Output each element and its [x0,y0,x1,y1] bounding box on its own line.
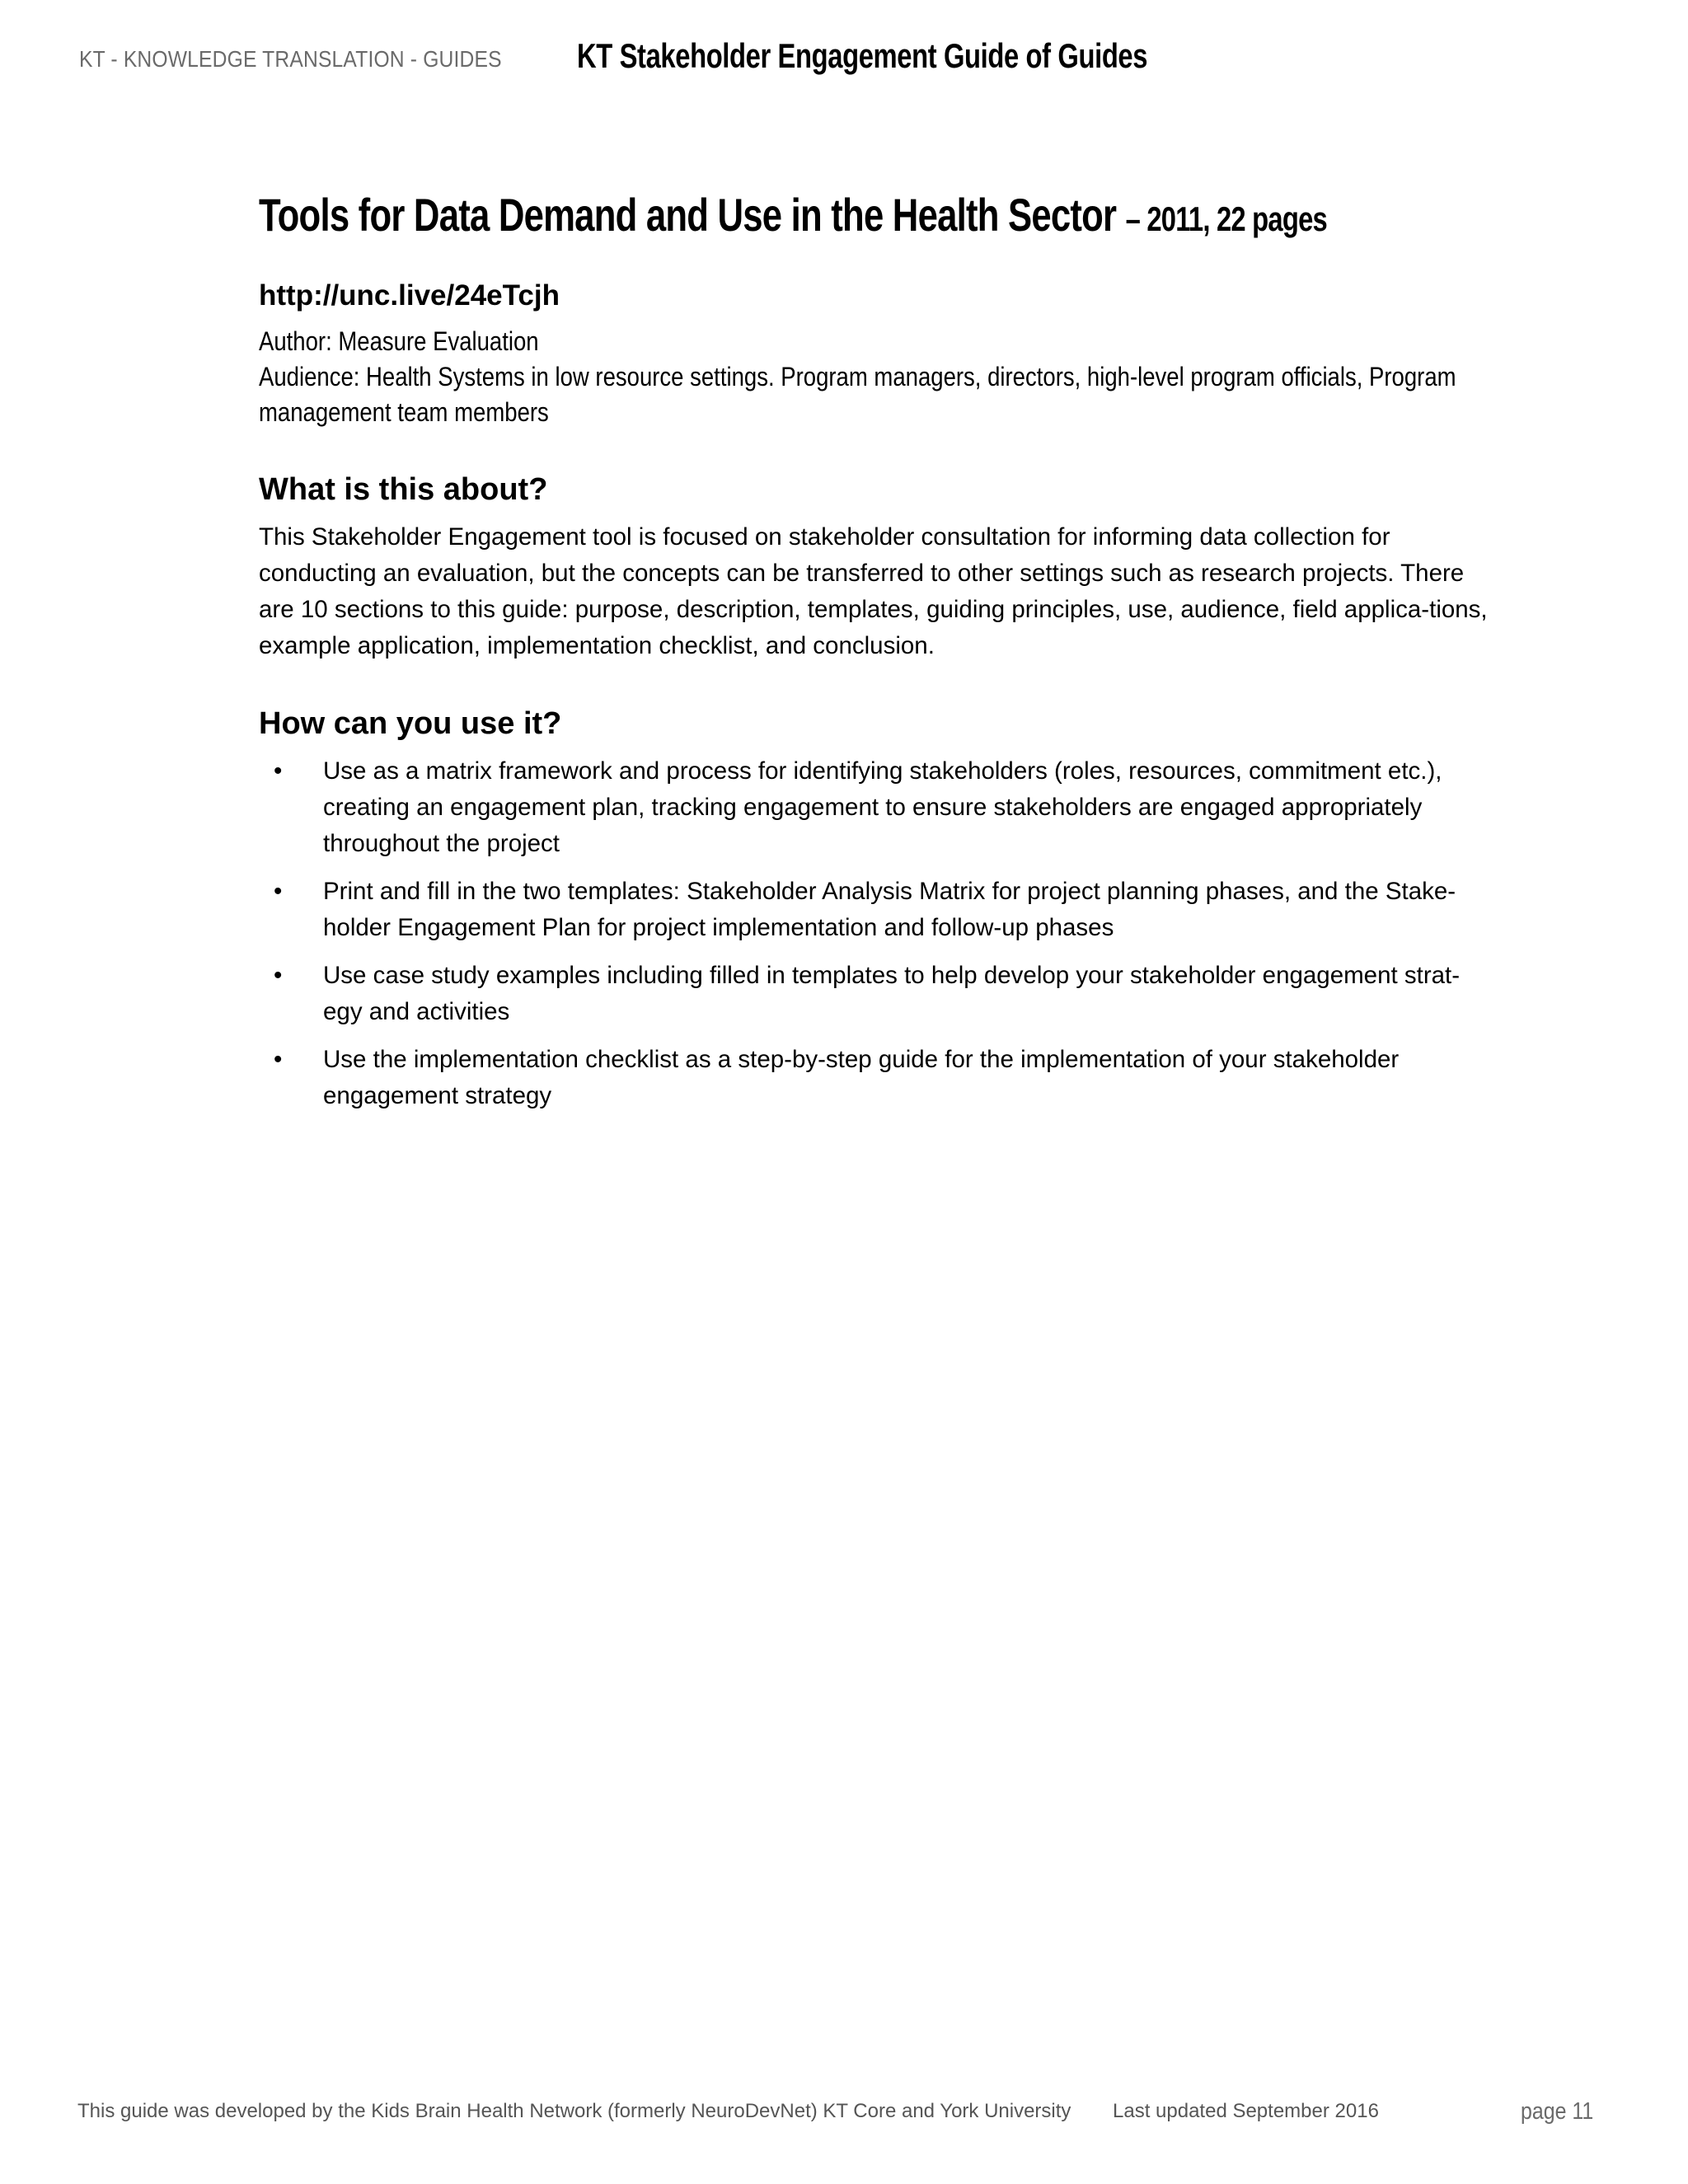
usage-list [259,753,1495,1114]
about-heading: What is this about? [259,472,548,507]
resource-info [259,324,1492,430]
header-guide-title: KT Stakeholder Engagement Guide of Guides [577,36,1148,75]
resource-title [259,186,1327,248]
list-item-text: Use case study examples including filled in templates to help develop your stakeholder engagement strat-egy and activities [323,962,1461,1025]
bullet-icon: • [274,878,283,905]
list-item [259,1042,1495,1114]
list-item-text: Use as a matrix framework and process for identifying stakeholders (roles, resources, commitment etc.), creating an engagement plan, tracking engagement to ensure stakeholders are engaged appropriately throughout the project [323,757,1442,857]
page-number: page 11 [1521,2098,1594,2125]
resource-title-text: Tools for Data Demand and Use in the Health Sector [259,189,1117,241]
list-item-text: Use the implementation checklist as a step-by-step guide for the implementation of your stakeholder engagement strategy [323,1046,1400,1109]
bullet-icon: • [274,962,283,989]
footer-credit: This guide was developed by the Kids Brain Health Network (formerly NeuroDevNet) KT Core and York University [77,2100,1071,2122]
list-item-text: Print and fill in the two templates: Stakeholder Analysis Matrix for project planning phases, and the Stake-holder Engagement Plan for project implementation and follow-up phases [323,878,1456,941]
header-series-label: KT - KNOWLEDGE TRANSLATION - GUIDES [79,46,502,72]
list-item [259,874,1495,946]
resource-meta: – 2011, 22 pages [1125,199,1327,238]
list-item [259,958,1495,1030]
resource-link[interactable]: http://unc.live/24eTcjh [259,279,560,312]
about-text: This Stakeholder Engagement tool is focused on stakeholder consultation for informing data collection for conducting an evaluation, but the concepts can be transferred to other settings such as research projects. There are 10 sections to this guide: purpose, description, templates, guiding principles, use, audience, field applica-tions, example application, implementation checklist, and conclusion. [259,523,1488,659]
usage-heading: How can you use it? [259,706,562,741]
footer-updated: Last updated September 2016 [1113,2100,1379,2122]
list-item [259,753,1495,862]
resource-audience-line2: management team members [259,397,549,427]
bullet-icon: • [274,757,283,785]
bullet-icon: • [274,1046,283,1073]
resource-audience-line1: Audience: Health Systems in low resource settings. Program managers, directors, high-level program officials, Program [259,362,1456,391]
main-content [259,186,1495,1126]
resource-author: Author: Measure Evaluation [259,326,539,356]
